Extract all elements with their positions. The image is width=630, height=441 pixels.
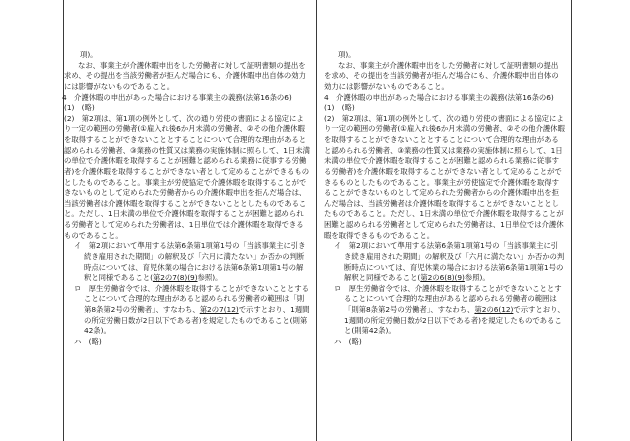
left-nao-paragraph: なお、事業主が介護休暇申出をした労働者に対して証明書類の提出を求め、その提出を当該労働者が拒んだ場合にも、介護休暇申出自体の効力には影響がないものであること。 xyxy=(64,60,306,91)
right-item-2: (2) 第2項は、第1項の例外として、次の通り労使の書面による協定により一定の範囲の労働者(①雇入れ後6か月未満の労働者、②その他介護休暇を取得することができないこととすることについて合理的な理由があると認められる労働者、③業務の性質又は業務の実施体制に照らして、1日未満の単位で介護休暇を取得することが困難と認められる業務に従事する労働者)を介護休暇を取得することができない者として定めることができるものとしたものであること。事業主が労使協定で介護休暇を取得することができないものとして定められた労働者からの介護休暇申出を拒んだ場合は、当該労働者は介護休暇を取得することができないこととしたものであること。ただし、1日未満の単位で介護休暇を取得することが困難と認められる労働者として定められた労働者は、1日単位では介護休暇を取得できるものであること。 xyxy=(324,113,565,240)
left-item-i-tail: 参照)。 xyxy=(197,273,223,283)
right-item-ro xyxy=(324,284,565,337)
right-section-4-heading: 4 介護休暇の申出があった場合における事業主の義務(法第16条の6) xyxy=(324,92,554,102)
right-item-ro-text: ロ 厚生労働省令では、介護休暇を取得することができないこととすることについて合理的な理由があると認められる労働者の範囲は「則第8条第2号の労働者」、すなわち、 xyxy=(334,283,562,314)
left-item-ro-ref: 第2の7(12) xyxy=(199,305,239,314)
right-item-ro-ref: 第2の6(12) xyxy=(474,305,514,314)
right-item-ha: ハ (略) xyxy=(334,336,362,346)
left-item-i-ref: 第2の7(8)(9) xyxy=(152,273,198,283)
left-item-2: (2) 第2項は、第1項の例外として、次の通り労使の書面による協定により一定の範囲の労働者(①雇入れ後6か月未満の労働者、②その他介護休暇を取得することができないこととすることについて合理的な理由があると認められる労働者、③業務の性質又は業務の実施体制に照らして、1日未満の単位で介護休暇を取得することが困難と認められる業務に従事する労働者)を介護休暇を取得することができない者として定めることができるものとしたものであること。事業主が労使協定で介護休暇を取得することができないものとして定められた労働者からの介護休暇申出を拒んだ場合は、当該労働者は介護休暇を取得することができないこととしたものであること。ただし、1日未満の単位で介護休暇を取得することが困難と認められる労働者として定められた労働者は、1日単位では介護休暇を取得できるものであること。 xyxy=(64,113,310,240)
right-column-text xyxy=(324,50,565,348)
right-item-ro-tail: で示すとおり、1週間の所定労働日数が2日以下である者)を規定したものであること(則第42条)。 xyxy=(344,305,565,336)
right-column xyxy=(317,0,572,441)
right-item-i-text: イ 第2項において準用する法第6条第1項第1号の「当該事業主に引き続き雇用された期間」の解釈及び「六月に満たない」か否かの判断時点については、育児休業の場合における法第6条第1項第1号の解釈と同様であること( xyxy=(334,241,565,283)
left-item-1: (1) (略) xyxy=(64,103,95,113)
left-item-ro-tail: で示すとおり、1週間の所定労働日数が2日以下である者)を規定したものであること(則第42条)。 xyxy=(84,305,310,336)
left-item-ro-text: ロ 厚生労働省令では、介護休暇を取得することができないこととすることについて合理的な理由があると認められる労働者の範囲は「則第8条第2号の労働者」、すなわち、 xyxy=(74,283,309,314)
right-item-i xyxy=(324,241,565,284)
right-nao-paragraph: なお、事業主が介護休暇申出をした労働者に対して証明書類の提出を求め、その提出を当該労働者が拒んだ場合にも、介護休暇申出自体の効力には影響がないものであること。 xyxy=(324,60,559,91)
right-item-i-tail: 参照)。 xyxy=(464,273,490,283)
right-xiang: 項)。 xyxy=(338,50,356,59)
left-xiang: 項)。 xyxy=(80,50,98,59)
right-item-1: (1) (略) xyxy=(324,103,355,113)
right-item-i-ref: 第2の6(8)(9) xyxy=(420,273,465,283)
left-item-ha: ハ (略) xyxy=(74,336,102,346)
left-section-4-heading: 4 介護休暇の申出があった場合における事業主の義務(法第16条の6) xyxy=(62,92,292,102)
left-column xyxy=(63,0,317,441)
left-item-ro xyxy=(42,284,310,337)
left-item-i-text: イ 第2項において準用する法第6条第1項第1号の「当該事業主に引き続き雇用された期間」の解釈及び「六月に満たない」か否かの判断時点については、育児休業の場合における法第6条第1項第1号の解釈と同様であること( xyxy=(74,241,306,283)
left-column-text xyxy=(42,50,310,348)
left-item-i xyxy=(42,241,310,284)
